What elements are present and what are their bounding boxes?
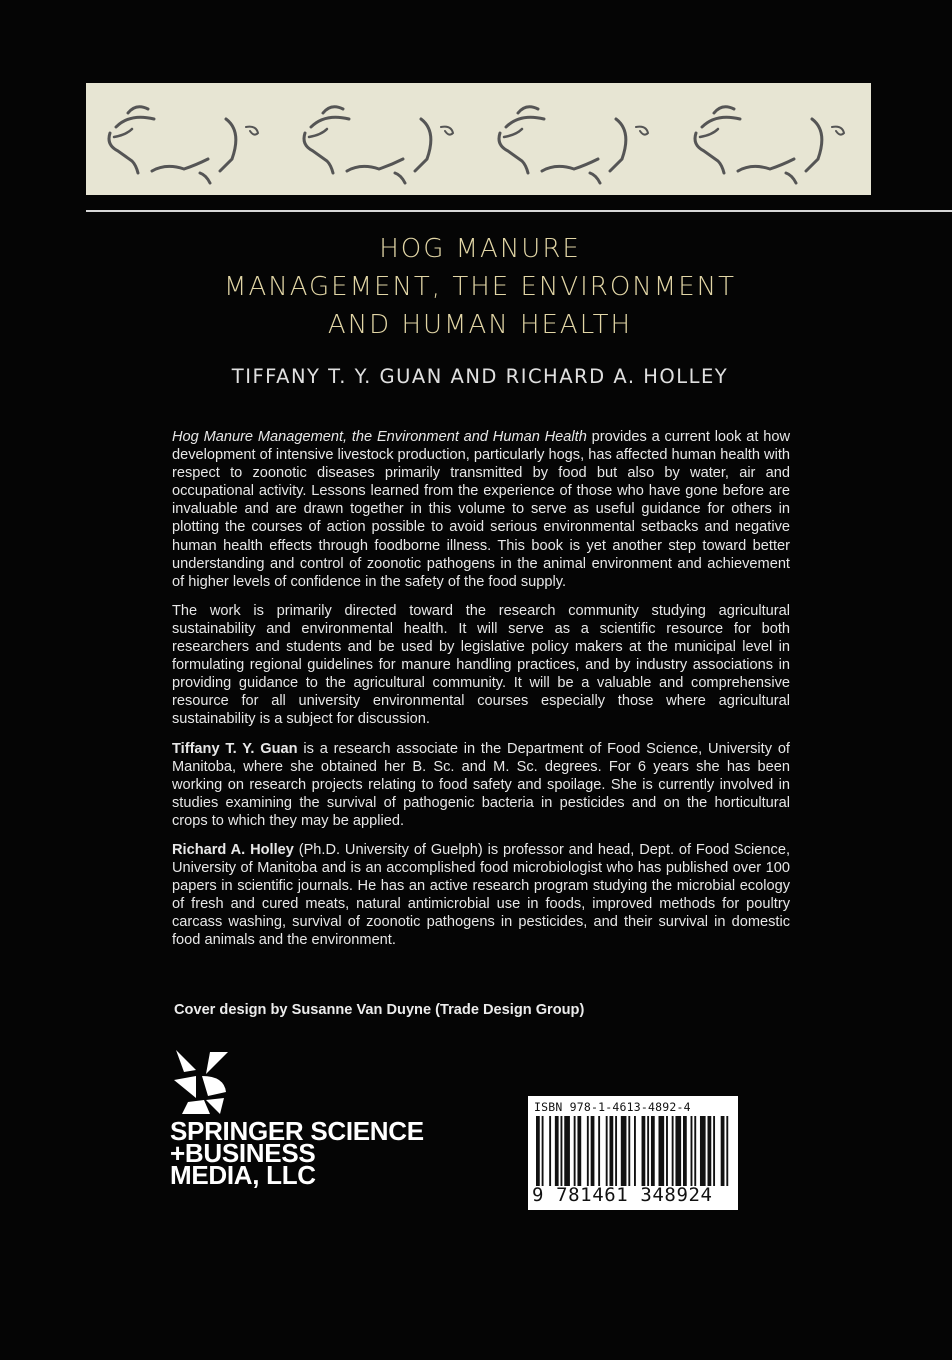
publisher-line-1: SPRINGER SCIENCE bbox=[170, 1116, 424, 1146]
publisher-line-2: +BUSINESS bbox=[170, 1138, 316, 1168]
divider-line bbox=[86, 210, 952, 212]
paragraph-1-text: provides a current look at how development of intensive livestock production, particularly hogs, has affected human health with respect to zoonotic diseases primarily transmitted by food but also by water, air and occupational activity. Lessons learned from the experience of those who have gone before are invaluable and are drawn together in this volume to serve as useful guidance for others in plotting the courses of action possible to avoid serious environmental setbacks and negative human health effects through foodborne illness. This book is yet another step toward better understanding and control of zoonotic pathogens in the animal environment and achievement of higher levels of confidence in the safety of the food supply. bbox=[172, 429, 790, 590]
book-authors: TIFFANY T. Y. GUAN AND RICHARD A. HOLLEY bbox=[231, 365, 729, 388]
book-description bbox=[172, 428, 790, 961]
title-line-2: MANAGEMENT, THE ENVIRONMENT bbox=[224, 272, 736, 302]
isbn-barcode bbox=[528, 1096, 738, 1210]
title-line-3: AND HUMAN HEALTH bbox=[327, 310, 633, 340]
pig-sketches-illustration bbox=[86, 83, 871, 195]
author-name-holley: Richard A. Holley bbox=[172, 841, 294, 858]
author-bio-guan bbox=[172, 740, 790, 830]
springer-chess-knight-icon bbox=[170, 1050, 230, 1116]
title-line-1: HOG MANURE bbox=[379, 234, 581, 264]
bio-text-guan: is a research associate in the Department of Food Science, University of Manitoba, where she obtained her B. Sc. and M. Sc. degrees. For 6 years she has been working on research projects relating to food safety and spoilage. She is currently involved in studies examining the survival of pathogenic bacteria in pesticides and on the horticultural crops to which they may be applied. bbox=[172, 740, 790, 829]
cover-design-credit: Cover design by Susanne Van Duyne (Trade Design Group) bbox=[174, 1002, 585, 1018]
author-name-guan: Tiffany T. Y. Guan bbox=[172, 740, 298, 757]
description-paragraph-2: The work is primarily directed toward the research community studying agricultural sustainability and environmental health. It will serve as a scientific resource for both researchers and students and be used by legislative policy makers at the municipal level in formulating regional guidelines for manure handling practices, and by industry associations in providing guidance to the agricultural community. It will be a valuable and comprehensive resource for all university environmental courses especially those where agricultural sustainability is a subject for discussion. bbox=[172, 602, 790, 728]
book-title bbox=[100, 230, 860, 344]
barcode-digits: 9 781461 348924 bbox=[532, 1184, 713, 1206]
title-italic: Hog Manure Management, the Environment and Human Health bbox=[172, 429, 587, 445]
pig-sketch-banner bbox=[86, 83, 871, 195]
barcode-bars bbox=[536, 1116, 732, 1186]
isbn-label: ISBN 978-1-4613-4892-4 bbox=[534, 1100, 691, 1114]
publisher-line-3: MEDIA, LLC bbox=[170, 1160, 316, 1190]
bio-text-holley: (Ph.D. University of Guelph) is professor and head, Dept. of Food Science, University of Manitoba and is an accomplished food microbiologist who has published over 100 papers in scientific journals. He has an active research program studying the microbial ecology of fresh and cured meats, natural antimicrobial use in foods, improved methods for poultry carcass washing, survival of zoonotic pathogens in pesticides, and their survival in domestic food animals and the environment. bbox=[172, 841, 790, 949]
author-bio-holley bbox=[172, 841, 790, 950]
publisher-name bbox=[170, 1116, 424, 1190]
description-paragraph-1 bbox=[172, 428, 790, 591]
